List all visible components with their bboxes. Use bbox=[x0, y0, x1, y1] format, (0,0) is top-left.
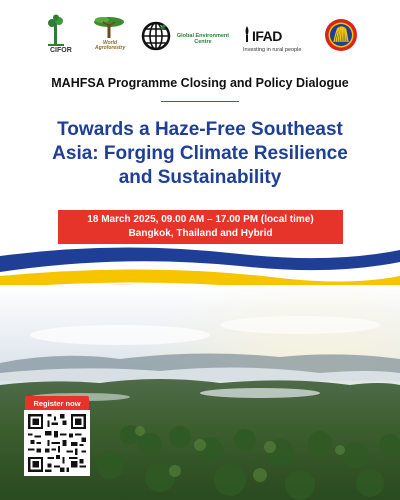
ifad-wordmark: IFAD bbox=[252, 28, 282, 44]
globe-grid-icon bbox=[140, 20, 172, 52]
asean-logo bbox=[322, 14, 362, 58]
world-agroforestry-logo bbox=[88, 14, 130, 58]
register-now-button[interactable]: Register now bbox=[25, 396, 89, 412]
world-agroforestry-label: World Agroforestry bbox=[95, 40, 126, 52]
registration-qr[interactable] bbox=[24, 410, 90, 476]
ifad-tagline: Investing in rural people bbox=[243, 47, 302, 53]
event-title-line: and Sustainability bbox=[118, 166, 282, 188]
ifad-emblem-icon bbox=[242, 25, 252, 43]
ifad-logo bbox=[242, 14, 312, 58]
event-location: Bangkok, Thailand and Hybrid bbox=[128, 228, 273, 239]
acacia-tree-icon bbox=[92, 16, 126, 40]
qr-code-icon bbox=[26, 412, 88, 474]
cifor-logo bbox=[40, 14, 82, 58]
programme-subtitle: MAHFSA Programme Closing and Policy Dialogue bbox=[51, 76, 349, 90]
gec-logo bbox=[140, 14, 236, 58]
event-title-line: Towards a Haze-Free Southeast bbox=[57, 119, 343, 140]
cifor-tree-icon bbox=[40, 14, 74, 48]
event-date-box bbox=[58, 210, 343, 244]
title-divider bbox=[161, 101, 239, 102]
cifor-label: CIFOR bbox=[50, 47, 72, 54]
event-title bbox=[10, 118, 390, 189]
event-title-line: Asia: Forging Climate Resilience bbox=[52, 142, 348, 164]
partner-logos bbox=[0, 14, 400, 58]
event-date-time: 18 March 2025, 09.00 AM – 17.00 PM (local time) bbox=[87, 214, 314, 225]
asean-emblem-icon bbox=[324, 18, 358, 52]
gec-label: Global Environment Centre bbox=[176, 33, 230, 45]
